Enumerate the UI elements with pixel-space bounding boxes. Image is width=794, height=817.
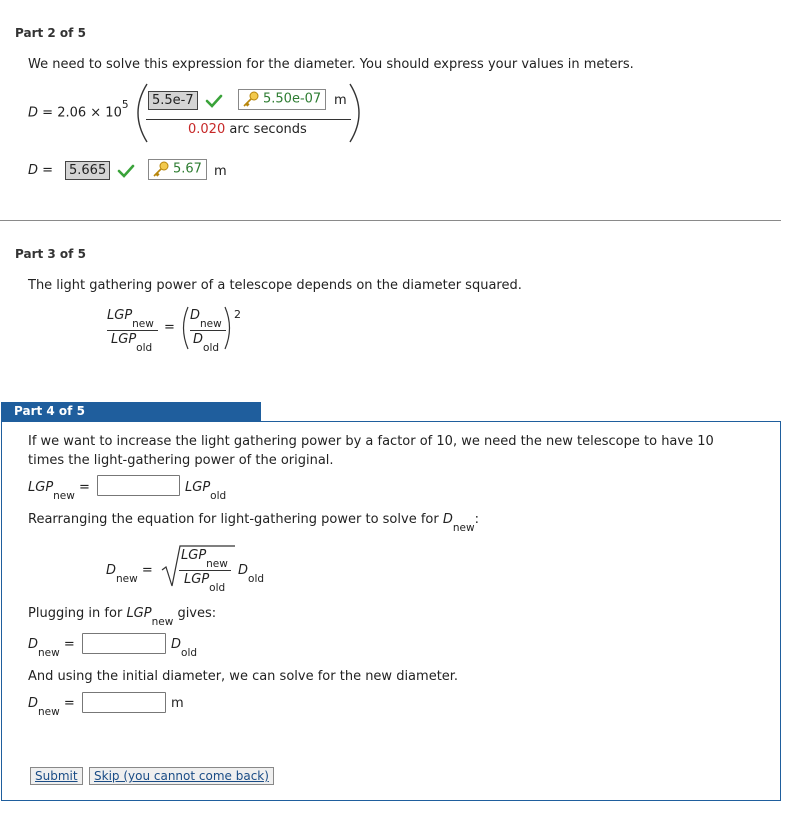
plugging-text: Plugging in for $LGP_{new}$ gives: [28,606,217,628]
check-icon [205,94,223,108]
meters-unit: m [171,696,184,711]
d-old-label: $D_{old}$ [171,637,198,659]
numerator-unit: m [334,93,347,108]
d-result-label: D = [28,163,54,178]
check-icon [117,164,135,178]
divider [0,220,781,221]
initial-diameter-text: And using the initial diameter, we can solve for the new diameter. [28,669,459,684]
d-entered-value: 5.665 [65,161,110,180]
submit-button[interactable]: Submit [30,767,83,785]
dnew-meters-input[interactable] [82,692,166,713]
key-icon [242,91,260,107]
lgp-new-label: $LGP_{new}$ = [28,480,90,502]
numerator-answer: 5.50e-07 [238,89,326,110]
part4-intro-line2: times the light-gathering power of the original. [28,453,334,468]
dnew-factor-input[interactable] [82,633,166,654]
skip-button[interactable]: Skip (you cannot come back) [89,767,274,785]
numerator-entered-value: 5.5e-7 [148,91,198,110]
denominator: 0.020 arc seconds [188,122,307,137]
part2-instruction: We need to solve this expression for the diameter. You should express your values in meters. [28,57,634,72]
lgp-factor-input[interactable] [97,475,180,496]
part3-instruction: The light gathering power of a telescope depends on the diameter squared. [28,278,522,293]
numerator-entry [148,91,223,110]
d-entry [65,161,135,180]
d-unit: m [214,164,227,179]
d-new-final-label: $D_{new}$ = [28,696,75,718]
lgp-old-label: $LGP_{old}$ [185,480,227,502]
d-answer: 5.67 [148,159,207,180]
key-icon [152,161,170,177]
d-label: $D = 2.06 \times 10^5$ [28,99,129,121]
fraction-bar [146,119,351,120]
part3-title: Part 3 of 5 [15,247,86,261]
right-paren [346,82,370,144]
part2-title: Part 2 of 5 [15,26,86,40]
part4-intro-line1: If we want to increase the light gathering power by a factor of 10, we need the new telescope to have 10 [28,434,714,449]
part4-title: Part 4 of 5 [1,402,261,421]
d-new-label: $D_{new}$ = [28,637,75,659]
rearrange-text: Rearranging the equation for light-gathering power to solve for $D_{new}$: [28,512,479,534]
